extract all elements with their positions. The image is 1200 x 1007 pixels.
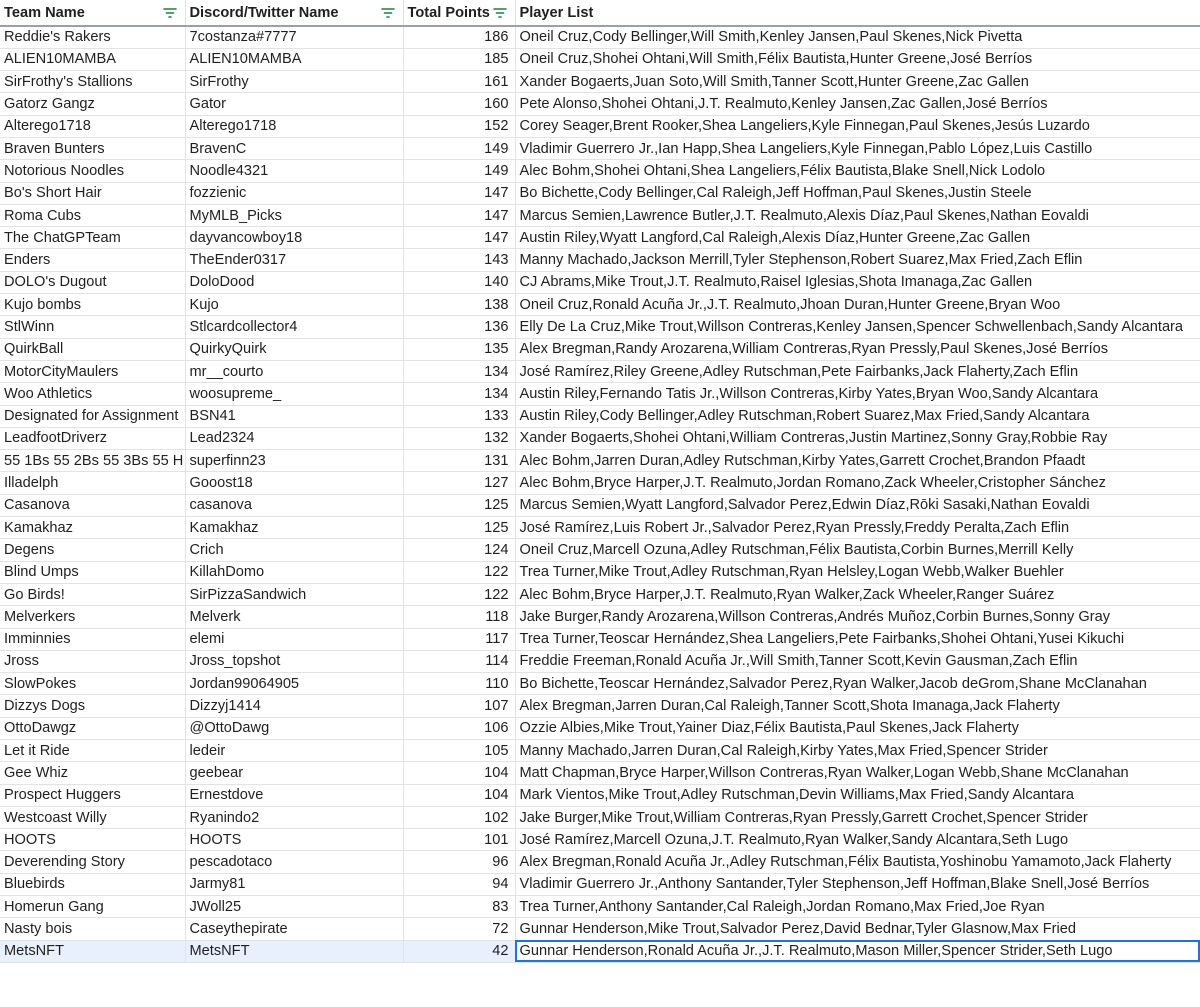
table-row[interactable] [0,405,1200,427]
table-row[interactable] [0,583,1200,605]
cell-total-points[interactable]: 122 [403,583,515,605]
cell-discord-twitter-name[interactable]: Gooost18 [185,472,403,494]
cell-discord-twitter-name[interactable]: ledeir [185,740,403,762]
cell-total-points[interactable]: 104 [403,762,515,784]
cell-player-list[interactable]: Manny Machado,Jarren Duran,Cal Raleigh,Kirby Yates,Max Fried,Spencer Strider [515,740,1200,762]
cell-player-list[interactable]: José Ramírez,Luis Robert Jr.,Salvador Perez,Ryan Pressly,Freddy Peralta,Zach Eflin [515,517,1200,539]
cell-team-name[interactable]: Bluebirds [0,873,185,895]
cell-total-points[interactable]: 138 [403,294,515,316]
cell-player-list[interactable]: Austin Riley,Fernando Tatis Jr.,Willson Contreras,Kirby Yates,Bryan Woo,Sandy Alcantara [515,383,1200,405]
cell-total-points[interactable]: 135 [403,338,515,360]
table-row[interactable] [0,851,1200,873]
table-row[interactable] [0,472,1200,494]
cell-team-name[interactable]: ALIEN10MAMBA [0,48,185,70]
cell-discord-twitter-name[interactable]: dayvancowboy18 [185,227,403,249]
cell-team-name[interactable]: Let it Ride [0,740,185,762]
cell-player-list[interactable]: Gunnar Henderson,Ronald Acuña Jr.,J.T. Realmuto,Mason Miller,Spencer Strider,Seth Lugo [515,940,1200,962]
cell-total-points[interactable]: 83 [403,896,515,918]
cell-total-points[interactable]: 149 [403,137,515,159]
table-row[interactable] [0,204,1200,226]
table-row[interactable] [0,182,1200,204]
table-row[interactable] [0,48,1200,70]
cell-player-list[interactable]: Alec Bohm,Bryce Harper,J.T. Realmuto,Jordan Romano,Zack Wheeler,Cristopher Sánchez [515,472,1200,494]
column-header-label: Discord/Twitter Name [189,4,339,21]
cell-team-name[interactable]: DOLO's Dugout [0,271,185,293]
cell-discord-twitter-name[interactable]: TheEnder0317 [185,249,403,271]
cell-team-name[interactable]: The ChatGPTeam [0,227,185,249]
cell-player-list[interactable]: Trea Turner,Anthony Santander,Cal Raleigh,Jordan Romano,Max Fried,Joe Ryan [515,896,1200,918]
cell-discord-twitter-name[interactable]: Dizzyj1414 [185,695,403,717]
cell-player-list[interactable]: Alex Bregman,Jarren Duran,Cal Raleigh,Tanner Scott,Shota Imanaga,Jack Flaherty [515,695,1200,717]
table-row[interactable] [0,829,1200,851]
cell-team-name[interactable]: Melverkers [0,606,185,628]
cell-total-points[interactable]: 152 [403,115,515,137]
cell-team-name[interactable]: LeadfootDriverz [0,427,185,449]
column-header-label: Team Name [4,4,85,21]
cell-discord-twitter-name[interactable]: KillahDomo [185,561,403,583]
cell-player-list[interactable]: Elly De La Cruz,Mike Trout,Willson Contreras,Kenley Jansen,Spencer Schwellenbach,Sandy Alcantara [515,316,1200,338]
cell-total-points[interactable]: 42 [403,940,515,962]
table-row[interactable] [0,450,1200,472]
cell-discord-twitter-name[interactable]: HOOTS [185,829,403,851]
table-row[interactable] [0,806,1200,828]
table-row[interactable] [0,606,1200,628]
cell-player-list[interactable]: Oneil Cruz,Cody Bellinger,Will Smith,Kenley Jansen,Paul Skenes,Nick Pivetta [515,26,1200,48]
column-header-total-points[interactable] [403,0,515,26]
table-row[interactable] [0,427,1200,449]
cell-total-points[interactable]: 106 [403,717,515,739]
cell-team-name[interactable]: Jross [0,650,185,672]
header-row [0,0,1200,26]
cell-discord-twitter-name[interactable]: woosupreme_ [185,383,403,405]
cell-total-points[interactable]: 125 [403,494,515,516]
cell-team-name[interactable]: Bo's Short Hair [0,182,185,204]
cell-total-points[interactable]: 102 [403,806,515,828]
cell-player-list[interactable]: Jake Burger,Mike Trout,William Contreras,Ryan Pressly,Garrett Crochet,Spencer Strider [515,806,1200,828]
cell-player-list[interactable]: Jake Burger,Randy Arozarena,Willson Contreras,Andrés Muñoz,Corbin Burnes,Sonny Gray [515,606,1200,628]
cell-player-list[interactable]: Alec Bohm,Jarren Duran,Adley Rutschman,Kirby Yates,Garrett Crochet,Brandon Pfaadt [515,450,1200,472]
cell-player-list[interactable]: Vladimir Guerrero Jr.,Ian Happ,Shea Langeliers,Kyle Finnegan,Pablo López,Luis Castillo [515,137,1200,159]
table-row[interactable] [0,93,1200,115]
cell-discord-twitter-name[interactable]: SirFrothy [185,71,403,93]
cell-discord-twitter-name[interactable]: Jross_topshot [185,650,403,672]
cell-team-name[interactable]: Designated for Assignment [0,405,185,427]
table-row[interactable] [0,26,1200,48]
cell-discord-twitter-name[interactable]: fozzienic [185,182,403,204]
cell-team-name[interactable]: Alterego1718 [0,115,185,137]
table-row[interactable] [0,628,1200,650]
cell-team-name[interactable]: Kamakhaz [0,517,185,539]
cell-player-list[interactable]: Pete Alonso,Shohei Ohtani,J.T. Realmuto,Kenley Jansen,Zac Gallen,José Berríos [515,93,1200,115]
cell-discord-twitter-name[interactable]: BravenC [185,137,403,159]
cell-discord-twitter-name[interactable]: JWoll25 [185,896,403,918]
cell-player-list[interactable]: José Ramírez,Marcell Ozuna,J.T. Realmuto,Ryan Walker,Sandy Alcantara,Seth Lugo [515,829,1200,851]
cell-discord-twitter-name[interactable]: MetsNFT [185,940,403,962]
cell-player-list[interactable]: Freddie Freeman,Ronald Acuña Jr.,Will Smith,Tanner Scott,Kevin Gausman,Zach Eflin [515,650,1200,672]
table-row[interactable] [0,650,1200,672]
cell-discord-twitter-name[interactable]: ALIEN10MAMBA [185,48,403,70]
cell-total-points[interactable]: 140 [403,271,515,293]
cell-discord-twitter-name[interactable]: Caseythepirate [185,918,403,940]
table-row[interactable] [0,338,1200,360]
column-header-label: Player List [519,4,594,21]
table-row[interactable] [0,762,1200,784]
cell-total-points[interactable]: 107 [403,695,515,717]
cell-team-name[interactable]: MotorCityMaulers [0,360,185,382]
cell-team-name[interactable]: SirFrothy's Stallions [0,71,185,93]
cell-total-points[interactable]: 127 [403,472,515,494]
cell-player-list[interactable]: Marcus Semien,Wyatt Langford,Salvador Perez,Edwin Díaz,Rōki Sasaki,Nathan Eovaldi [515,494,1200,516]
cell-discord-twitter-name[interactable]: Gator [185,93,403,115]
column-header-discord-twitter-name[interactable] [185,0,403,26]
cell-discord-twitter-name[interactable]: BSN41 [185,405,403,427]
cell-team-name[interactable]: Dizzys Dogs [0,695,185,717]
cell-total-points[interactable]: 131 [403,450,515,472]
cell-discord-twitter-name[interactable]: QuirkyQuirk [185,338,403,360]
table-row[interactable] [0,160,1200,182]
cell-team-name[interactable]: Westcoast Willy [0,806,185,828]
cell-player-list[interactable]: Alec Bohm,Shohei Ohtani,Shea Langeliers,Félix Bautista,Blake Snell,Nick Lodolo [515,160,1200,182]
table-row[interactable] [0,940,1200,962]
table-row[interactable] [0,115,1200,137]
cell-player-list[interactable]: Xander Bogaerts,Shohei Ohtani,William Contreras,Justin Martinez,Sonny Gray,Robbie Ray [515,427,1200,449]
cell-total-points[interactable]: 136 [403,316,515,338]
cell-total-points[interactable]: 134 [403,383,515,405]
cell-total-points[interactable]: 147 [403,182,515,204]
cell-team-name[interactable]: Reddie's Rakers [0,26,185,48]
table-row[interactable] [0,249,1200,271]
cell-player-list[interactable]: Corey Seager,Brent Rooker,Shea Langeliers,Kyle Finnegan,Paul Skenes,Jesús Luzardo [515,115,1200,137]
cell-total-points[interactable]: 143 [403,249,515,271]
cell-player-list[interactable]: Austin Riley,Wyatt Langford,Cal Raleigh,Alexis Díaz,Hunter Greene,Zac Gallen [515,227,1200,249]
cell-team-name[interactable]: Gee Whiz [0,762,185,784]
cell-total-points[interactable]: 110 [403,673,515,695]
cell-team-name[interactable]: Woo Athletics [0,383,185,405]
cell-total-points[interactable]: 133 [403,405,515,427]
table-row[interactable] [0,673,1200,695]
table-row[interactable] [0,271,1200,293]
table-row[interactable] [0,227,1200,249]
cell-team-name[interactable]: 55 1Bs 55 2Bs 55 3Bs 55 H [0,450,185,472]
cell-total-points[interactable]: 118 [403,606,515,628]
cell-total-points[interactable]: 94 [403,873,515,895]
column-header-player-list[interactable] [515,0,1200,26]
cell-discord-twitter-name[interactable]: Stlcardcollector4 [185,316,403,338]
filter-icon[interactable] [381,7,395,19]
cell-discord-twitter-name[interactable]: Ryanindo2 [185,806,403,828]
cell-team-name[interactable]: Prospect Huggers [0,784,185,806]
cell-team-name[interactable]: Nasty bois [0,918,185,940]
cell-total-points[interactable]: 122 [403,561,515,583]
cell-player-list[interactable]: Gunnar Henderson,Mike Trout,Salvador Perez,David Bednar,Tyler Glasnow,Max Fried [515,918,1200,940]
cell-team-name[interactable]: Degens [0,539,185,561]
table-row[interactable] [0,383,1200,405]
cell-total-points[interactable]: 149 [403,160,515,182]
cell-player-list[interactable]: José Ramírez,Riley Greene,Adley Rutschman,Pete Fairbanks,Jack Flaherty,Zach Eflin [515,360,1200,382]
cell-team-name[interactable]: HOOTS [0,829,185,851]
cell-team-name[interactable]: Notorious Noodles [0,160,185,182]
table-row[interactable] [0,137,1200,159]
cell-team-name[interactable]: Imminnies [0,628,185,650]
cell-total-points[interactable]: 186 [403,26,515,48]
table-row[interactable] [0,294,1200,316]
cell-team-name[interactable]: QuirkBall [0,338,185,360]
cell-total-points[interactable]: 104 [403,784,515,806]
cell-total-points[interactable]: 117 [403,628,515,650]
cell-discord-twitter-name[interactable]: Kujo [185,294,403,316]
cell-total-points[interactable]: 134 [403,360,515,382]
cell-total-points[interactable]: 124 [403,539,515,561]
table-row[interactable] [0,494,1200,516]
cell-discord-twitter-name[interactable]: Alterego1718 [185,115,403,137]
cell-player-list[interactable]: Ozzie Albies,Mike Trout,Yainer Diaz,Félix Bautista,Paul Skenes,Jack Flaherty [515,717,1200,739]
cell-discord-twitter-name[interactable]: Crich [185,539,403,561]
cell-player-list[interactable]: Marcus Semien,Lawrence Butler,J.T. Realmuto,Alexis Díaz,Paul Skenes,Nathan Eovaldi [515,204,1200,226]
table-row[interactable] [0,561,1200,583]
table-row[interactable] [0,517,1200,539]
cell-player-list[interactable]: Vladimir Guerrero Jr.,Anthony Santander,Tyler Stephenson,Jeff Hoffman,Blake Snell,José Berríos [515,873,1200,895]
cell-discord-twitter-name[interactable]: geebear [185,762,403,784]
cell-team-name[interactable]: Go Birds! [0,583,185,605]
table-row[interactable] [0,316,1200,338]
cell-team-name[interactable]: Blind Umps [0,561,185,583]
cell-discord-twitter-name[interactable]: elemi [185,628,403,650]
cell-player-list[interactable]: Xander Bogaerts,Juan Soto,Will Smith,Tanner Scott,Hunter Greene,Zac Gallen [515,71,1200,93]
cell-total-points[interactable]: 105 [403,740,515,762]
cell-player-list[interactable]: Alec Bohm,Bryce Harper,J.T. Realmuto,Ryan Walker,Zack Wheeler,Ranger Suárez [515,583,1200,605]
table-row[interactable] [0,896,1200,918]
cell-total-points[interactable]: 161 [403,71,515,93]
cell-player-list[interactable]: Oneil Cruz,Shohei Ohtani,Will Smith,Félix Bautista,Hunter Greene,José Berríos [515,48,1200,70]
cell-total-points[interactable]: 72 [403,918,515,940]
cell-discord-twitter-name[interactable]: Lead2324 [185,427,403,449]
cell-team-name[interactable]: Illadelph [0,472,185,494]
cell-player-list[interactable]: Manny Machado,Jackson Merrill,Tyler Stephenson,Robert Suarez,Max Fried,Zach Eflin [515,249,1200,271]
cell-discord-twitter-name[interactable]: Ernestdove [185,784,403,806]
cell-team-name[interactable]: SlowPokes [0,673,185,695]
table-row[interactable] [0,71,1200,93]
filter-icon[interactable] [163,7,177,19]
column-header-label: Total Points [407,4,490,21]
table-row[interactable] [0,717,1200,739]
table-row[interactable] [0,740,1200,762]
cell-team-name[interactable]: Deverending Story [0,851,185,873]
cell-team-name[interactable]: MetsNFT [0,940,185,962]
cell-total-points[interactable]: 96 [403,851,515,873]
cell-discord-twitter-name[interactable]: casanova [185,494,403,516]
cell-player-list[interactable]: Bo Bichette,Teoscar Hernández,Salvador Perez,Ryan Walker,Jacob deGrom,Shane McClanahan [515,673,1200,695]
cell-team-name[interactable]: Braven Bunters [0,137,185,159]
table-row[interactable] [0,539,1200,561]
cell-discord-twitter-name[interactable]: Kamakhaz [185,517,403,539]
cell-total-points[interactable]: 101 [403,829,515,851]
cell-team-name[interactable]: Kujo bombs [0,294,185,316]
cell-total-points[interactable]: 160 [403,93,515,115]
cell-team-name[interactable]: Casanova [0,494,185,516]
cell-player-list[interactable]: Trea Turner,Teoscar Hernández,Shea Langeliers,Pete Fairbanks,Shohei Ohtani,Yusei Kikuchi [515,628,1200,650]
cell-player-list[interactable]: Trea Turner,Mike Trout,Adley Rutschman,Ryan Helsley,Logan Webb,Walker Buehler [515,561,1200,583]
cell-discord-twitter-name[interactable]: Jordan99064905 [185,673,403,695]
cell-player-list[interactable]: Oneil Cruz,Ronald Acuña Jr.,J.T. Realmuto,Jhoan Duran,Hunter Greene,Bryan Woo [515,294,1200,316]
cell-discord-twitter-name[interactable]: MyMLB_Picks [185,204,403,226]
cell-player-list[interactable]: Mark Vientos,Mike Trout,Adley Rutschman,Devin Williams,Max Fried,Sandy Alcantara [515,784,1200,806]
cell-total-points[interactable]: 147 [403,227,515,249]
cell-team-name[interactable]: StlWinn [0,316,185,338]
cell-discord-twitter-name[interactable]: Noodle4321 [185,160,403,182]
table-row[interactable] [0,695,1200,717]
cell-total-points[interactable]: 132 [403,427,515,449]
cell-discord-twitter-name[interactable]: pescadotaco [185,851,403,873]
cell-discord-twitter-name[interactable]: 7costanza#7777 [185,26,403,48]
cell-player-list[interactable]: Bo Bichette,Cody Bellinger,Cal Raleigh,Jeff Hoffman,Paul Skenes,Justin Steele [515,182,1200,204]
cell-team-name[interactable]: Homerun Gang [0,896,185,918]
cell-discord-twitter-name[interactable]: Melverk [185,606,403,628]
table-row[interactable] [0,918,1200,940]
cell-player-list[interactable]: Matt Chapman,Bryce Harper,Willson Contreras,Ryan Walker,Logan Webb,Shane McClanahan [515,762,1200,784]
cell-player-list[interactable]: Austin Riley,Cody Bellinger,Adley Rutschman,Robert Suarez,Max Fried,Sandy Alcantara [515,405,1200,427]
cell-discord-twitter-name[interactable]: SirPizzaSandwich [185,583,403,605]
cell-team-name[interactable]: Gatorz Gangz [0,93,185,115]
cell-total-points[interactable]: 114 [403,650,515,672]
filter-icon[interactable] [493,7,507,19]
cell-discord-twitter-name[interactable]: Jarmy81 [185,873,403,895]
cell-team-name[interactable]: OttoDawgz [0,717,185,739]
cell-total-points[interactable]: 185 [403,48,515,70]
table-row[interactable] [0,784,1200,806]
cell-total-points[interactable]: 147 [403,204,515,226]
table-row[interactable] [0,873,1200,895]
table-row[interactable] [0,360,1200,382]
cell-total-points[interactable]: 125 [403,517,515,539]
cell-player-list[interactable]: CJ Abrams,Mike Trout,J.T. Realmuto,Raisel Iglesias,Shota Imanaga,Zac Gallen [515,271,1200,293]
cell-team-name[interactable]: Enders [0,249,185,271]
column-header-team-name[interactable] [0,0,185,26]
cell-discord-twitter-name[interactable]: superfinn23 [185,450,403,472]
cell-discord-twitter-name[interactable]: @OttoDawg [185,717,403,739]
cell-player-list[interactable]: Alex Bregman,Ronald Acuña Jr.,Adley Rutschman,Félix Bautista,Yoshinobu Yamamoto,Jack Flaherty [515,851,1200,873]
cell-player-list[interactable]: Oneil Cruz,Marcell Ozuna,Adley Rutschman,Félix Bautista,Corbin Burnes,Merrill Kelly [515,539,1200,561]
cell-player-list[interactable]: Alex Bregman,Randy Arozarena,William Contreras,Ryan Pressly,Paul Skenes,José Berríos [515,338,1200,360]
cell-discord-twitter-name[interactable]: mr__courto [185,360,403,382]
cell-discord-twitter-name[interactable]: DoloDood [185,271,403,293]
cell-team-name[interactable]: Roma Cubs [0,204,185,226]
